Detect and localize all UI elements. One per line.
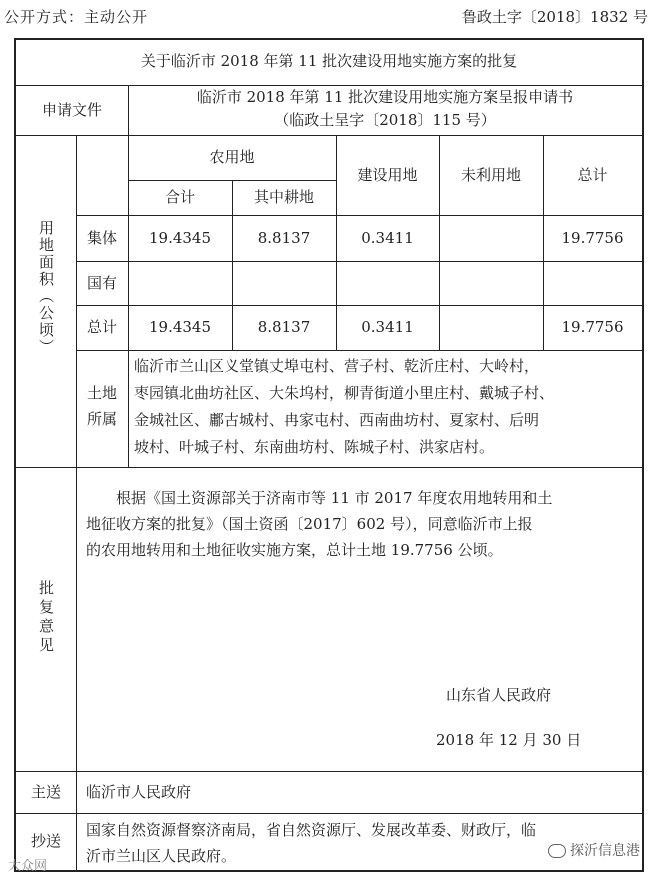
cell-collective-agri-farm: 8.8137	[257, 229, 311, 247]
disclosure-method: 公开方式：主动公开	[4, 8, 149, 26]
land-area-label: 用地面积（公顷）	[37, 220, 55, 356]
ownership-line: 金城社区、鄘古城村、冉家屯村、西南曲坊村、夏家村、后明	[134, 411, 540, 429]
rule	[76, 467, 77, 771]
cell-total-agri-farm: 8.8137	[257, 318, 311, 336]
row-label-collective: 集体	[86, 229, 117, 247]
rule	[16, 467, 642, 468]
watermark-right	[548, 840, 640, 860]
rule	[76, 261, 642, 262]
issue-date: 2018 年 12 月 30 日	[436, 731, 582, 749]
cell-total-agri-total: 19.4345	[148, 318, 212, 336]
rule	[16, 813, 642, 814]
approval-line: 的农用地转用和土地征收实施方案，总计土地 19.7756 公顷。	[86, 541, 503, 559]
cc-label: 抄送	[30, 832, 61, 850]
cell-collective-total: 19.7756	[561, 229, 624, 247]
row-label-total: 总计	[86, 318, 117, 336]
cell-collective-agri-total: 19.4345	[148, 229, 212, 247]
rule	[16, 771, 642, 772]
col-agri-farmland: 其中耕地	[253, 188, 314, 206]
rule	[16, 135, 642, 136]
rule	[76, 771, 77, 870]
send-to-value: 临沂市人民政府	[86, 783, 192, 801]
approval-form	[14, 38, 644, 872]
col-agricultural-land: 农用地	[209, 148, 255, 166]
cc-line-1: 国家自然资源督察济南局，省自然资源厅、发展改革委、财政厅，临	[86, 821, 537, 839]
col-total: 总计	[577, 166, 608, 184]
col-agri-total: 合计	[164, 188, 195, 206]
ownership-label-2: 所属	[86, 410, 117, 428]
rule	[76, 350, 642, 351]
cell-total-construction: 0.3411	[361, 318, 414, 336]
col-construction-land: 建设用地	[357, 166, 418, 184]
approval-line: 地征收方案的批复》（国土资函〔2017〕602 号），同意临沂市上报	[86, 515, 533, 533]
ownership-line: 坡村、叶城子村、东南曲坊村、陈城子村、洪家店村。	[134, 438, 495, 456]
chat-bubble-icon	[548, 844, 566, 858]
application-line-2: （临政土呈字〔2018〕115 号）	[274, 111, 496, 129]
approval-line: 根据《国土资源部关于济南市等 11 市 2017 年度农用地转用和土	[116, 489, 553, 507]
watermark-right-text: 探沂信息港	[570, 843, 640, 859]
cell-total-total: 19.7756	[561, 318, 624, 336]
rule	[76, 215, 642, 216]
document-number: 鲁政土字〔2018〕1832 号	[461, 8, 648, 26]
document-title: 关于临沂市 2018 年第 11 批次建设用地实施方案的批复	[140, 52, 518, 70]
col-unused-land: 未利用地	[460, 166, 521, 184]
application-label: 申请文件	[41, 101, 102, 119]
rule	[76, 305, 642, 306]
issuer: 山东省人民政府	[446, 686, 552, 704]
ownership-line: 临沂市兰山区义堂镇丈埠屯村、营子村、乾沂庄村、大岭村，	[134, 357, 540, 375]
document-header	[0, 0, 658, 32]
send-to-label: 主送	[30, 783, 61, 801]
ownership-line: 枣园镇北曲坊社区、大朱坞村，柳青街道小里庄村、戴城子村、	[134, 384, 555, 402]
cc-line-2: 沂市兰山区人民政府。	[86, 847, 237, 865]
watermark-left: 大众网	[8, 859, 48, 874]
row-label-state: 国有	[86, 274, 117, 292]
application-line-1: 临沂市 2018 年第 11 批次建设用地实施方案呈报申请书	[196, 88, 574, 106]
approval-label: 批复意见	[37, 580, 55, 656]
ownership-label-1: 土地	[86, 384, 117, 402]
cell-collective-construction: 0.3411	[361, 229, 414, 247]
